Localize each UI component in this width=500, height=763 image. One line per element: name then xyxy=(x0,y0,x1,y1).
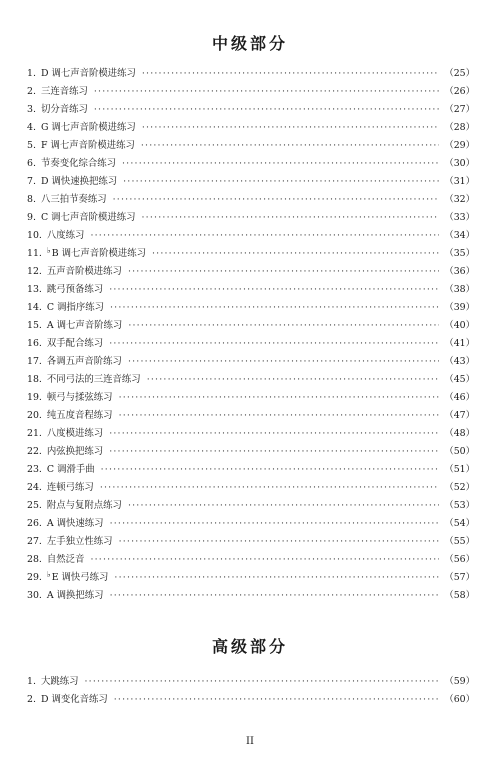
dot-leader xyxy=(119,533,440,551)
dot-leader xyxy=(114,691,440,709)
entry-title-text: 切分音练习 xyxy=(40,104,88,115)
dot-leader xyxy=(128,353,439,371)
entry-number: 14. xyxy=(27,302,42,313)
entry-number: 12. xyxy=(27,266,42,277)
toc-entry xyxy=(27,65,475,83)
entry-number: 9. xyxy=(27,212,36,223)
entry-title-text: 连顿弓练习 xyxy=(46,482,94,493)
toc-entry xyxy=(27,137,475,155)
toc-entry xyxy=(27,461,475,479)
page-number: II xyxy=(246,736,254,747)
entry-title xyxy=(47,461,95,479)
dot-leader xyxy=(90,551,439,569)
entry-title xyxy=(47,389,113,407)
entry-title xyxy=(41,101,88,119)
dot-leader xyxy=(152,245,439,263)
entry-number: 6. xyxy=(27,158,36,169)
entry-page: （35） xyxy=(444,248,475,259)
entry-page: （29） xyxy=(444,140,475,151)
entry-page: （28） xyxy=(444,122,475,133)
entry-title-text: 自然泛音 xyxy=(46,554,85,565)
entry-page: （58） xyxy=(444,590,475,601)
toc-entry xyxy=(27,317,475,335)
entry-title xyxy=(47,263,122,281)
toc-entry xyxy=(27,515,475,533)
toc-entry xyxy=(27,209,475,227)
entry-page: （41） xyxy=(444,338,475,349)
entry-number: 18. xyxy=(27,374,42,385)
entry-title-text: 双手配合练习 xyxy=(46,338,104,349)
entry-title-text: 各调五声音阶练习 xyxy=(46,356,122,367)
dot-leader xyxy=(119,389,440,407)
dot-leader xyxy=(109,335,439,353)
toc-entry xyxy=(27,281,475,299)
entry-page: （59） xyxy=(444,676,475,687)
entry-page: （30） xyxy=(444,158,475,169)
entry-page: （52） xyxy=(444,482,475,493)
entry-number: 10. xyxy=(27,230,42,241)
entry-number: 17. xyxy=(27,356,42,367)
entry-number: 22. xyxy=(27,446,42,457)
dot-leader xyxy=(94,101,439,119)
entry-number: 1. xyxy=(27,676,36,687)
entry-title-text: 大跳练习 xyxy=(40,676,79,687)
entry-number: 19. xyxy=(27,392,42,403)
entry-page: （38） xyxy=(444,284,475,295)
toc-entry xyxy=(27,173,475,191)
entry-page: （51） xyxy=(444,464,475,475)
entry-title xyxy=(41,691,108,709)
entry-page: （54） xyxy=(444,518,475,529)
entry-number: 2. xyxy=(27,86,36,97)
toc-entry xyxy=(27,245,475,263)
dot-leader xyxy=(141,209,439,227)
toc-entry xyxy=(27,119,475,137)
dot-leader xyxy=(94,83,439,101)
toc-entry xyxy=(27,353,475,371)
entry-title-text: 节奏变化综合练习 xyxy=(40,158,116,169)
entry-number: 26. xyxy=(27,518,42,529)
toc-entry xyxy=(27,587,475,605)
dot-leader xyxy=(113,191,440,209)
toc-entry xyxy=(27,533,475,551)
entry-title-text: 不同弓法的三连音练习 xyxy=(46,374,141,385)
entry-title xyxy=(47,551,85,569)
entry-number: 23. xyxy=(27,464,42,475)
entry-title-text: B 调七声音阶模进练习 xyxy=(51,248,146,259)
toc-entry xyxy=(27,425,475,443)
dot-leader xyxy=(90,227,439,245)
entry-title-text: 附点与复附点练习 xyxy=(46,500,122,511)
entry-title-text: G 调七声音阶模进练习 xyxy=(40,122,136,133)
entry-title-text: D 调七声音阶模进练习 xyxy=(40,68,136,79)
entry-title xyxy=(47,245,146,263)
dot-leader xyxy=(147,371,440,389)
entry-title xyxy=(41,191,107,209)
toc-entry xyxy=(27,569,475,587)
entry-number: 4. xyxy=(27,122,36,133)
toc-entry xyxy=(27,551,475,569)
entry-title-text: A 调换把练习 xyxy=(46,590,104,601)
entry-title xyxy=(47,281,103,299)
entry-number: 11. xyxy=(27,248,42,259)
toc-entry xyxy=(27,191,475,209)
entry-page: （55） xyxy=(444,536,475,547)
toc-entry xyxy=(27,389,475,407)
entry-page: （26） xyxy=(444,86,475,97)
entry-number: 30. xyxy=(27,590,42,601)
entry-title-text: D 调变化音练习 xyxy=(40,694,108,705)
entry-title xyxy=(41,209,136,227)
dot-leader xyxy=(128,263,439,281)
dot-leader xyxy=(84,673,439,691)
entry-title-text: 跳弓预备练习 xyxy=(46,284,104,295)
entry-page: （36） xyxy=(444,266,475,277)
entry-title xyxy=(47,479,94,497)
dot-leader xyxy=(114,569,439,587)
toc-entry xyxy=(27,227,475,245)
entry-page: （43） xyxy=(444,356,475,367)
entry-page: （53） xyxy=(444,500,475,511)
toc-entry xyxy=(27,101,475,119)
entry-page: （57） xyxy=(444,572,475,583)
entry-title-text: C 调七声音阶模进练习 xyxy=(40,212,136,223)
dot-leader xyxy=(109,281,439,299)
entry-page: （33） xyxy=(444,212,475,223)
entry-title-text: 纯五度音程练习 xyxy=(46,410,113,421)
entry-title xyxy=(41,83,88,101)
entry-title xyxy=(41,119,136,137)
entry-number: 24. xyxy=(27,482,42,493)
dot-leader xyxy=(110,587,440,605)
toc-entry xyxy=(27,335,475,353)
entry-title xyxy=(41,673,79,691)
toc-list-advanced xyxy=(27,673,475,709)
entry-number: 29. xyxy=(27,572,42,583)
entry-title xyxy=(47,515,104,533)
entry-title xyxy=(47,533,113,551)
section-title-advanced: 高级部分 xyxy=(211,637,288,656)
entry-title-text: 五声音阶模进练习 xyxy=(46,266,122,277)
entry-page: （32） xyxy=(444,194,475,205)
entry-title xyxy=(41,137,135,155)
dot-leader xyxy=(141,137,439,155)
flat-sign: ♭ xyxy=(46,246,51,255)
entry-title-text: 内弦换把练习 xyxy=(46,446,104,457)
dot-leader xyxy=(119,407,440,425)
dot-leader xyxy=(123,173,439,191)
entry-title xyxy=(47,371,141,389)
entry-number: 13. xyxy=(27,284,42,295)
entry-title xyxy=(47,443,103,461)
entry-title-text: C 调滑手曲 xyxy=(46,464,95,475)
entry-title-text: 八度练习 xyxy=(46,230,85,241)
dot-leader xyxy=(128,497,439,515)
entry-title-text: D 调快速换把练习 xyxy=(40,176,118,187)
entry-number: 3. xyxy=(27,104,36,115)
entry-page: （27） xyxy=(444,104,475,115)
entry-page: （40） xyxy=(444,320,475,331)
toc-entry xyxy=(27,263,475,281)
entry-number: 1. xyxy=(27,68,36,79)
entry-title-text: A 调七声音阶练习 xyxy=(46,320,123,331)
entry-title-text: 顿弓与揉弦练习 xyxy=(46,392,113,403)
entry-title-text: 八度模进练习 xyxy=(46,428,104,439)
entry-title xyxy=(47,407,113,425)
entry-title xyxy=(47,425,103,443)
entry-title-text: C 调指序练习 xyxy=(46,302,104,313)
toc-entry xyxy=(27,691,475,709)
entry-number: 15. xyxy=(27,320,42,331)
entry-title-text: 左手独立性练习 xyxy=(46,536,113,547)
dot-leader xyxy=(128,317,439,335)
toc-entry xyxy=(27,299,475,317)
entry-page: （47） xyxy=(444,410,475,421)
entry-number: 20. xyxy=(27,410,42,421)
entry-number: 28. xyxy=(27,554,42,565)
entry-title xyxy=(41,173,117,191)
entry-page: （25） xyxy=(444,68,475,79)
entry-title-text: 三连音练习 xyxy=(40,86,88,97)
entry-page: （45） xyxy=(444,374,475,385)
dot-leader xyxy=(110,299,439,317)
entry-title xyxy=(47,587,104,605)
entry-number: 5. xyxy=(27,140,36,151)
dot-leader xyxy=(110,515,440,533)
toc-list-intermediate xyxy=(27,65,475,605)
entry-title xyxy=(47,299,104,317)
entry-number: 16. xyxy=(27,338,42,349)
dot-leader xyxy=(142,119,440,137)
section-title-intermediate: 中级部分 xyxy=(211,34,288,53)
entry-page: （60） xyxy=(444,694,475,705)
entry-title xyxy=(41,65,136,83)
entry-title xyxy=(47,353,122,371)
entry-page: （31） xyxy=(444,176,475,187)
entry-number: 21. xyxy=(27,428,42,439)
entry-title xyxy=(47,497,122,515)
dot-leader xyxy=(109,425,439,443)
flat-sign: ♭ xyxy=(46,570,51,579)
toc-entry xyxy=(27,83,475,101)
dot-leader xyxy=(109,443,439,461)
entry-title-text: 八三拍节奏练习 xyxy=(40,194,107,205)
entry-title-text: A 调快速练习 xyxy=(46,518,104,529)
entry-page: （48） xyxy=(444,428,475,439)
entry-title xyxy=(47,569,108,587)
entry-number: 27. xyxy=(27,536,42,547)
entry-title xyxy=(47,317,122,335)
dot-leader xyxy=(122,155,439,173)
entry-page: （50） xyxy=(444,446,475,457)
entry-page: （34） xyxy=(444,230,475,241)
entry-title xyxy=(47,227,85,245)
entry-number: 8. xyxy=(27,194,36,205)
toc-entry xyxy=(27,371,475,389)
dot-leader xyxy=(142,65,439,83)
entry-page: （46） xyxy=(444,392,475,403)
toc-entry xyxy=(27,407,475,425)
dot-leader xyxy=(100,479,440,497)
toc-entry xyxy=(27,479,475,497)
entry-number: 7. xyxy=(27,176,36,187)
entry-page: （56） xyxy=(444,554,475,565)
entry-number: 2. xyxy=(27,694,36,705)
entry-title xyxy=(41,155,116,173)
toc-entry xyxy=(27,673,475,691)
entry-title-text: E 调快弓练习 xyxy=(51,572,109,583)
entry-title xyxy=(47,335,103,353)
entry-title-text: F 调七声音阶模进练习 xyxy=(40,140,135,151)
toc-entry xyxy=(27,155,475,173)
toc-entry xyxy=(27,497,475,515)
entry-number: 25. xyxy=(27,500,42,511)
dot-leader xyxy=(101,461,440,479)
toc-entry xyxy=(27,443,475,461)
entry-page: （39） xyxy=(444,302,475,313)
